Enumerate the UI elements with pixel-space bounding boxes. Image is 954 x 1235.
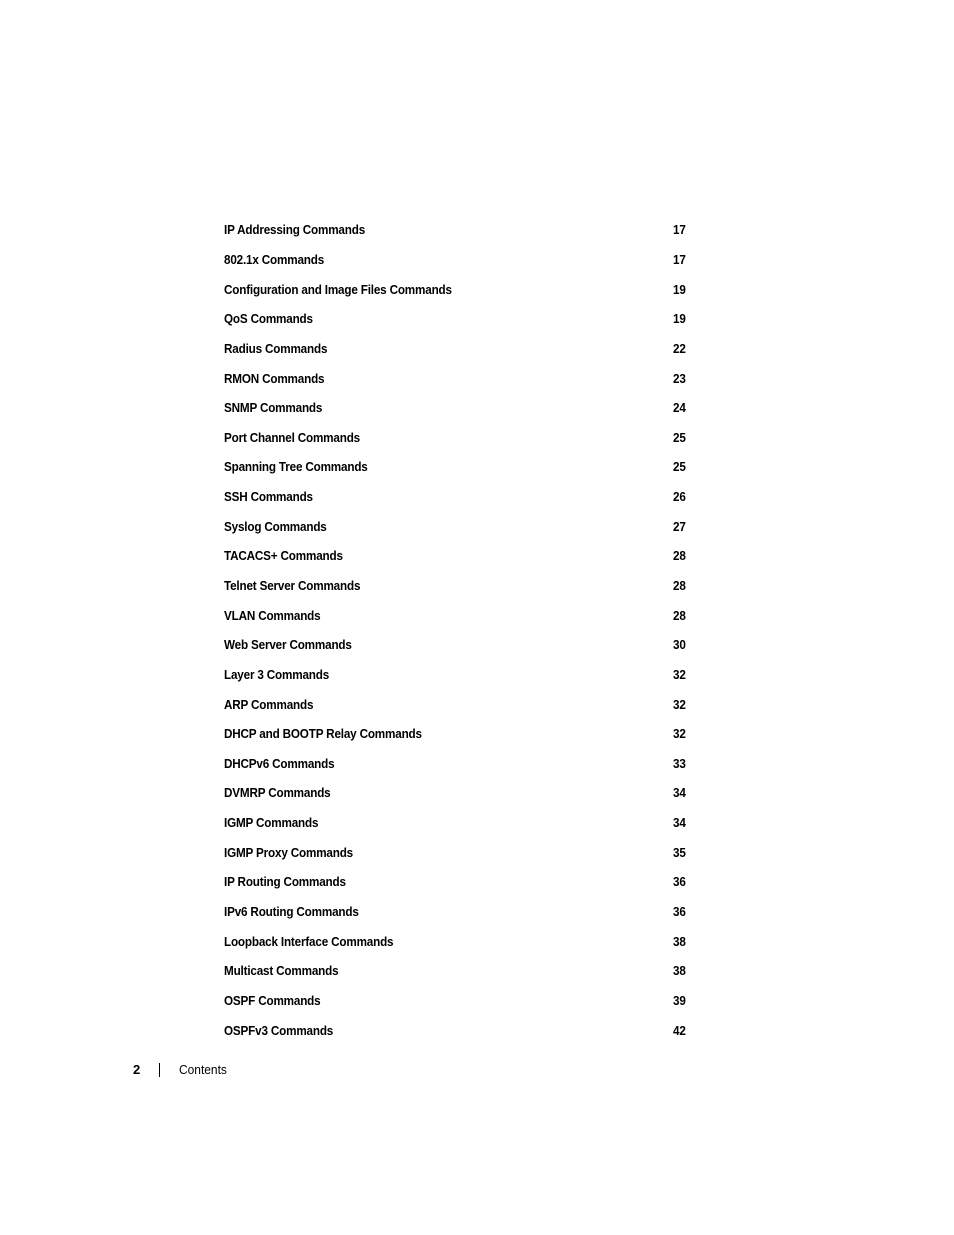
toc-entry[interactable] — [224, 541, 686, 571]
toc-entry-page: 33 — [673, 755, 686, 771]
toc-entry-page: 27 — [673, 518, 686, 534]
toc-entry-page: 38 — [673, 933, 686, 949]
toc-entry[interactable] — [224, 630, 686, 660]
toc-entry-page: 24 — [673, 400, 686, 416]
toc-entry-page: 30 — [673, 637, 686, 653]
toc-entry[interactable] — [224, 986, 686, 1016]
toc-entry[interactable] — [224, 956, 686, 986]
toc-entry-title: Radius Commands — [224, 340, 328, 356]
toc-entry-page: 17 — [673, 251, 686, 267]
toc-entry[interactable] — [224, 422, 686, 452]
toc-entry-page: 39 — [673, 992, 686, 1008]
toc-entry-title: Layer 3 Commands — [224, 666, 330, 682]
toc-entry-title: ARP Commands — [224, 696, 314, 712]
toc-entry[interactable] — [224, 926, 686, 956]
toc-entry-title: VLAN Commands — [224, 607, 321, 623]
table-of-contents — [224, 215, 686, 1045]
toc-entry[interactable] — [224, 215, 686, 245]
toc-entry-page: 42 — [673, 1022, 686, 1038]
toc-entry[interactable] — [224, 749, 686, 779]
toc-entry-page: 34 — [673, 815, 686, 831]
toc-entry-title: Configuration and Image Files Commands — [224, 281, 452, 297]
toc-entry-page: 23 — [673, 370, 686, 386]
toc-entry-title: TACACS+ Commands — [224, 548, 343, 564]
toc-entry-title: OSPF Commands — [224, 992, 321, 1008]
toc-entry[interactable] — [224, 660, 686, 690]
toc-entry-title: Web Server Commands — [224, 637, 352, 653]
toc-entry-title: 802.1x Commands — [224, 251, 325, 267]
toc-entry[interactable] — [224, 511, 686, 541]
toc-entry-page: 34 — [673, 785, 686, 801]
toc-entry[interactable] — [224, 837, 686, 867]
toc-entry-page: 32 — [673, 666, 686, 682]
toc-entry[interactable] — [224, 393, 686, 423]
toc-entry-title: OSPFv3 Commands — [224, 1022, 334, 1038]
toc-entry-page: 17 — [673, 222, 686, 238]
toc-entry-page: 36 — [673, 874, 686, 890]
toc-entry-page: 38 — [673, 963, 686, 979]
toc-entry-title: Multicast Commands — [224, 963, 339, 979]
toc-entry-page: 28 — [673, 578, 686, 593]
footer-divider — [159, 1063, 160, 1077]
toc-entry[interactable] — [224, 600, 686, 630]
toc-entry-title: IP Addressing Commands — [224, 222, 366, 238]
footer-section-title: Contents — [179, 1062, 227, 1077]
toc-entry-title: SSH Commands — [224, 489, 313, 505]
toc-entry[interactable] — [224, 452, 686, 482]
toc-entry-page: 36 — [673, 904, 686, 920]
toc-entry-title: Loopback Interface Commands — [224, 933, 394, 949]
toc-entry-page: 25 — [673, 429, 686, 445]
toc-entry-title: IPv6 Routing Commands — [224, 904, 359, 920]
toc-entry[interactable] — [224, 778, 686, 808]
page-footer — [133, 1062, 231, 1077]
toc-entry-page: 28 — [673, 607, 686, 623]
toc-entry-title: DHCPv6 Commands — [224, 755, 335, 771]
toc-entry-title: IP Routing Commands — [224, 874, 346, 890]
toc-entry[interactable] — [224, 245, 686, 275]
footer-page-number: 2 — [133, 1062, 141, 1077]
toc-entry-page: 26 — [673, 489, 686, 505]
toc-entry-title: Telnet Server Commands — [224, 578, 361, 593]
toc-entry[interactable] — [224, 363, 686, 393]
toc-entry[interactable] — [224, 897, 686, 927]
toc-entry-title: IGMP Commands — [224, 815, 319, 831]
toc-entry-page: 22 — [673, 340, 686, 356]
toc-entry-title: Spanning Tree Commands — [224, 459, 368, 475]
toc-entry[interactable] — [224, 719, 686, 749]
toc-entry[interactable] — [224, 1015, 686, 1045]
toc-entry-title: DHCP and BOOTP Relay Commands — [224, 726, 422, 742]
toc-entry-title: Port Channel Commands — [224, 429, 360, 445]
toc-entry-page: 32 — [673, 726, 686, 742]
toc-entry-title: DVMRP Commands — [224, 785, 331, 801]
toc-entry-title: IGMP Proxy Commands — [224, 844, 354, 860]
toc-entry[interactable] — [224, 571, 686, 601]
toc-entry-page: 28 — [673, 548, 686, 564]
toc-entry-title: QoS Commands — [224, 311, 313, 327]
toc-entry[interactable] — [224, 334, 686, 364]
toc-entry-title: RMON Commands — [224, 370, 325, 386]
toc-entry[interactable] — [224, 808, 686, 838]
toc-entry-page: 32 — [673, 696, 686, 712]
toc-entry-title: Syslog Commands — [224, 518, 327, 534]
toc-entry-page: 19 — [673, 311, 686, 327]
toc-entry-page: 35 — [673, 844, 686, 860]
toc-entry[interactable] — [224, 304, 686, 334]
toc-entry-title: SNMP Commands — [224, 400, 323, 416]
toc-entry[interactable] — [224, 867, 686, 897]
toc-entry-page: 25 — [673, 459, 686, 475]
toc-entry[interactable] — [224, 482, 686, 512]
toc-entry[interactable] — [224, 689, 686, 719]
toc-entry[interactable] — [224, 274, 686, 304]
toc-entry-page: 19 — [673, 281, 686, 297]
